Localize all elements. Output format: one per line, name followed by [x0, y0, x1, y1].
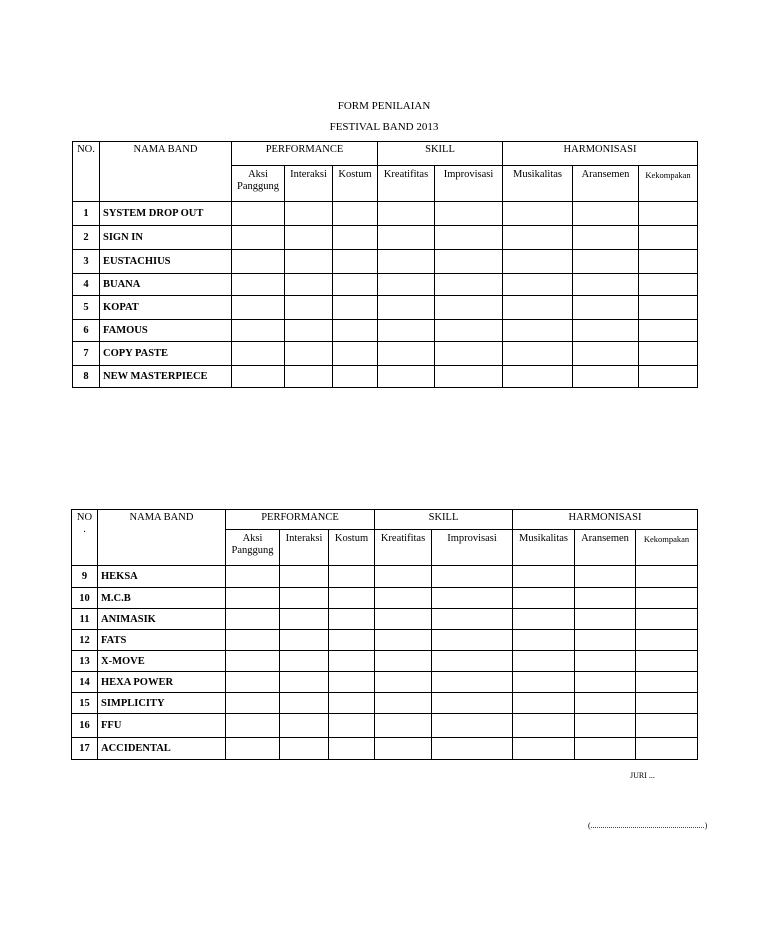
score-cell-kekompakan	[636, 693, 698, 714]
row-number: 10	[72, 588, 98, 609]
col-header-kostum: Kostum	[329, 530, 375, 566]
table-row	[72, 588, 698, 609]
score-cell-musikalitas	[503, 250, 573, 274]
score-cell-interaksi	[285, 296, 333, 320]
table-row	[72, 651, 698, 672]
score-cell-musikalitas	[503, 226, 573, 250]
row-number: 9	[72, 566, 98, 588]
score-cell-kostum	[333, 274, 378, 296]
col-header-interaksi: Interaksi	[280, 530, 329, 566]
score-cell-kekompakan	[636, 651, 698, 672]
score-cell-kekompakan	[639, 366, 698, 388]
score-cell-interaksi	[280, 609, 329, 630]
score-cell-aksi-panggung	[226, 714, 280, 738]
score-cell-kreatifitas	[375, 588, 432, 609]
score-cell-kreatifitas	[378, 342, 435, 366]
score-cell-improvisasi	[432, 651, 513, 672]
score-cell-kreatifitas	[375, 738, 432, 760]
score-cell-interaksi	[280, 714, 329, 738]
table-row	[73, 320, 698, 342]
score-cell-improvisasi	[432, 588, 513, 609]
band-name: ANIMASIK	[98, 609, 226, 630]
table-row	[73, 274, 698, 296]
score-cell-aransemen	[575, 738, 636, 760]
score-cell-kekompakan	[639, 296, 698, 320]
score-cell-kostum	[333, 296, 378, 320]
score-cell-kekompakan	[639, 250, 698, 274]
score-cell-aksi-panggung	[232, 366, 285, 388]
table-row	[72, 609, 698, 630]
col-header-nama-band: NAMA BAND	[98, 510, 226, 566]
row-number: 1	[73, 202, 100, 226]
row-number: 12	[72, 630, 98, 651]
score-cell-kreatifitas	[378, 366, 435, 388]
col-header-aksi-panggung: Aksi Panggung	[232, 166, 285, 202]
col-header-performance: PERFORMANCE	[232, 142, 378, 166]
table-row	[73, 226, 698, 250]
score-cell-kreatifitas	[378, 202, 435, 226]
score-cell-kekompakan	[636, 714, 698, 738]
score-cell-aransemen	[573, 342, 639, 366]
score-cell-kekompakan	[639, 226, 698, 250]
band-name: X-MOVE	[98, 651, 226, 672]
score-cell-kekompakan	[639, 274, 698, 296]
score-cell-aksi-panggung	[232, 202, 285, 226]
row-number: 17	[72, 738, 98, 760]
col-header-improvisasi: Improvisasi	[432, 530, 513, 566]
table-2-body	[72, 566, 698, 760]
score-cell-kekompakan	[636, 566, 698, 588]
score-cell-kostum	[329, 651, 375, 672]
col-header-harmonisasi: HARMONISASI	[513, 510, 698, 530]
table-row	[73, 296, 698, 320]
col-header-no: NO.	[73, 142, 100, 202]
score-cell-interaksi	[285, 342, 333, 366]
score-cell-kreatifitas	[375, 609, 432, 630]
score-cell-kreatifitas	[378, 274, 435, 296]
score-cell-improvisasi	[435, 342, 503, 366]
col-header-interaksi: Interaksi	[285, 166, 333, 202]
score-cell-interaksi	[285, 226, 333, 250]
score-cell-kekompakan	[636, 609, 698, 630]
score-cell-aksi-panggung	[232, 274, 285, 296]
row-number: 13	[72, 651, 98, 672]
score-cell-aransemen	[575, 630, 636, 651]
score-cell-improvisasi	[435, 320, 503, 342]
score-cell-kreatifitas	[378, 296, 435, 320]
table-row	[73, 202, 698, 226]
score-cell-aransemen	[575, 609, 636, 630]
score-cell-musikalitas	[503, 342, 573, 366]
score-cell-aksi-panggung	[226, 672, 280, 693]
score-cell-aransemen	[573, 320, 639, 342]
band-name: SYSTEM DROP OUT	[100, 202, 232, 226]
score-cell-kostum	[329, 672, 375, 693]
col-header-kekompakan: Kekompakan	[639, 166, 698, 202]
score-cell-interaksi	[280, 693, 329, 714]
score-cell-improvisasi	[432, 714, 513, 738]
signature-line: (.........................................................)	[588, 821, 708, 830]
col-header-kostum: Kostum	[333, 166, 378, 202]
score-cell-musikalitas	[503, 320, 573, 342]
score-cell-aransemen	[575, 588, 636, 609]
score-cell-aransemen	[573, 250, 639, 274]
band-name: SIGN IN	[100, 226, 232, 250]
col-header-no-line1: NO	[76, 512, 93, 523]
score-cell-kostum	[329, 630, 375, 651]
score-cell-kreatifitas	[375, 630, 432, 651]
score-cell-kostum	[333, 226, 378, 250]
table-row	[72, 672, 698, 693]
col-header-kekompakan: Kekompakan	[636, 530, 698, 566]
band-name: NEW MASTERPIECE	[100, 366, 232, 388]
row-number: 6	[73, 320, 100, 342]
row-number: 16	[72, 714, 98, 738]
score-cell-musikalitas	[503, 274, 573, 296]
score-cell-musikalitas	[513, 609, 575, 630]
score-cell-kekompakan	[639, 320, 698, 342]
score-cell-musikalitas	[513, 672, 575, 693]
score-cell-aransemen	[575, 566, 636, 588]
score-cell-kostum	[333, 366, 378, 388]
score-cell-interaksi	[280, 738, 329, 760]
score-cell-improvisasi	[432, 609, 513, 630]
table-row	[72, 630, 698, 651]
row-number: 8	[73, 366, 100, 388]
col-header-performance: PERFORMANCE	[226, 510, 375, 530]
score-cell-aransemen	[573, 202, 639, 226]
score-cell-kostum	[329, 693, 375, 714]
score-cell-improvisasi	[435, 226, 503, 250]
row-number: 7	[73, 342, 100, 366]
row-number: 2	[73, 226, 100, 250]
score-cell-kreatifitas	[375, 714, 432, 738]
band-name: EUSTACHIUS	[100, 250, 232, 274]
score-cell-aksi-panggung	[226, 693, 280, 714]
band-name: KOPAT	[100, 296, 232, 320]
band-name: COPY PASTE	[100, 342, 232, 366]
score-cell-kekompakan	[639, 342, 698, 366]
score-cell-interaksi	[280, 651, 329, 672]
score-cell-aksi-panggung	[226, 588, 280, 609]
band-name: FFU	[98, 714, 226, 738]
score-cell-aksi-panggung	[232, 250, 285, 274]
table-row	[72, 566, 698, 588]
col-header-aksi-panggung: Aksi Panggung	[226, 530, 280, 566]
score-cell-interaksi	[285, 250, 333, 274]
score-cell-improvisasi	[432, 738, 513, 760]
score-cell-musikalitas	[513, 630, 575, 651]
score-cell-aksi-panggung	[226, 651, 280, 672]
col-header-musikalitas: Musikalitas	[503, 166, 573, 202]
score-cell-improvisasi	[432, 566, 513, 588]
table-row	[72, 693, 698, 714]
score-cell-aksi-panggung	[226, 609, 280, 630]
score-cell-aransemen	[573, 226, 639, 250]
score-cell-interaksi	[280, 566, 329, 588]
score-cell-kreatifitas	[375, 651, 432, 672]
score-cell-kekompakan	[636, 672, 698, 693]
score-cell-musikalitas	[503, 366, 573, 388]
band-name: FATS	[98, 630, 226, 651]
score-cell-aksi-panggung	[232, 226, 285, 250]
form-title: FORM PENILAIAN	[337, 100, 431, 112]
col-header-skill: SKILL	[375, 510, 513, 530]
score-cell-interaksi	[285, 320, 333, 342]
table-row	[72, 714, 698, 738]
score-cell-kostum	[329, 588, 375, 609]
score-cell-kostum	[329, 714, 375, 738]
score-cell-aransemen	[575, 651, 636, 672]
score-cell-aksi-panggung	[226, 566, 280, 588]
score-cell-aksi-panggung	[232, 320, 285, 342]
col-header-musikalitas: Musikalitas	[513, 530, 575, 566]
score-cell-improvisasi	[435, 296, 503, 320]
col-header-no-line2: .	[83, 524, 86, 535]
band-name: M.C.B	[98, 588, 226, 609]
score-cell-improvisasi	[432, 630, 513, 651]
score-cell-interaksi	[285, 274, 333, 296]
score-cell-aksi-panggung	[232, 296, 285, 320]
row-number: 15	[72, 693, 98, 714]
score-cell-aransemen	[573, 296, 639, 320]
score-cell-improvisasi	[432, 672, 513, 693]
score-cell-interaksi	[280, 630, 329, 651]
score-cell-musikalitas	[513, 588, 575, 609]
score-cell-interaksi	[280, 672, 329, 693]
score-cell-aransemen	[573, 366, 639, 388]
score-cell-aransemen	[575, 693, 636, 714]
score-cell-kreatifitas	[375, 672, 432, 693]
table-row	[73, 342, 698, 366]
score-cell-kekompakan	[639, 202, 698, 226]
score-cell-kekompakan	[636, 588, 698, 609]
col-header-aransemen: Aransemen	[573, 166, 639, 202]
score-cell-musikalitas	[503, 202, 573, 226]
score-cell-musikalitas	[513, 566, 575, 588]
table-1-body	[73, 202, 698, 388]
band-name: HEKSA	[98, 566, 226, 588]
score-cell-kostum	[333, 202, 378, 226]
score-cell-improvisasi	[435, 366, 503, 388]
header-row-main	[73, 142, 698, 166]
score-cell-aksi-panggung	[226, 738, 280, 760]
score-cell-improvisasi	[435, 202, 503, 226]
col-header-harmonisasi: HARMONISASI	[503, 142, 698, 166]
score-cell-musikalitas	[513, 693, 575, 714]
table-row	[73, 366, 698, 388]
score-cell-interaksi	[285, 202, 333, 226]
table-row	[73, 250, 698, 274]
score-cell-kostum	[333, 250, 378, 274]
score-cell-kostum	[333, 320, 378, 342]
band-name: FAMOUS	[100, 320, 232, 342]
score-cell-kreatifitas	[378, 320, 435, 342]
score-cell-kreatifitas	[375, 693, 432, 714]
table-row	[72, 738, 698, 760]
score-table-2	[71, 509, 698, 760]
score-cell-kostum	[329, 609, 375, 630]
score-cell-aransemen	[575, 714, 636, 738]
row-number: 14	[72, 672, 98, 693]
score-cell-aksi-panggung	[226, 630, 280, 651]
score-cell-kostum	[329, 738, 375, 760]
col-header-no	[72, 510, 98, 566]
col-header-improvisasi: Improvisasi	[435, 166, 503, 202]
band-name: HEXA POWER	[98, 672, 226, 693]
score-cell-musikalitas	[503, 296, 573, 320]
score-cell-kekompakan	[636, 738, 698, 760]
score-cell-kreatifitas	[378, 226, 435, 250]
col-header-nama-band: NAMA BAND	[100, 142, 232, 202]
score-cell-kreatifitas	[378, 250, 435, 274]
score-cell-kostum	[329, 566, 375, 588]
score-cell-musikalitas	[513, 651, 575, 672]
row-number: 3	[73, 250, 100, 274]
score-cell-interaksi	[285, 366, 333, 388]
form-subtitle: FESTIVAL BAND 2013	[329, 121, 439, 133]
band-name: BUANA	[100, 274, 232, 296]
band-name: SIMPLICITY	[98, 693, 226, 714]
score-cell-improvisasi	[432, 693, 513, 714]
score-cell-aksi-panggung	[232, 342, 285, 366]
row-number: 5	[73, 296, 100, 320]
band-name: ACCIDENTAL	[98, 738, 226, 760]
col-header-skill: SKILL	[378, 142, 503, 166]
score-cell-kostum	[333, 342, 378, 366]
score-cell-aransemen	[575, 672, 636, 693]
col-header-kreatifitas: Kreatifitas	[375, 530, 432, 566]
score-cell-improvisasi	[435, 250, 503, 274]
col-header-kreatifitas: Kreatifitas	[378, 166, 435, 202]
score-cell-kreatifitas	[375, 566, 432, 588]
score-table-1	[72, 141, 698, 388]
score-cell-aransemen	[573, 274, 639, 296]
col-header-aransemen: Aransemen	[575, 530, 636, 566]
score-cell-musikalitas	[513, 714, 575, 738]
score-cell-kekompakan	[636, 630, 698, 651]
row-number: 11	[72, 609, 98, 630]
juri-label: JURI ...	[630, 771, 655, 780]
header-row-main	[72, 510, 698, 530]
row-number: 4	[73, 274, 100, 296]
score-cell-interaksi	[280, 588, 329, 609]
score-cell-musikalitas	[513, 738, 575, 760]
score-cell-improvisasi	[435, 274, 503, 296]
